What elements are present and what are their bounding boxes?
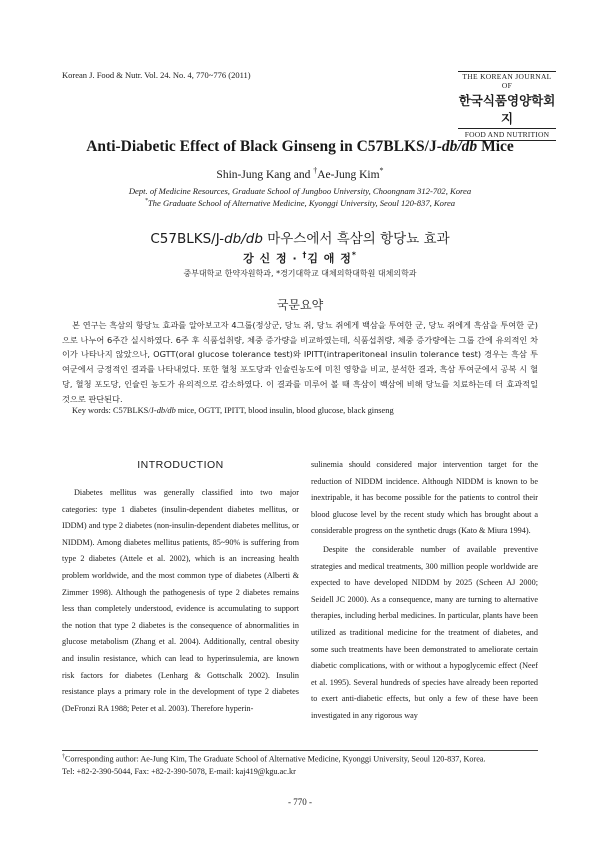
journal-name-ko: 한국식품영양학회지	[458, 93, 556, 126]
author-1: Shin-Jung Kang and	[216, 168, 314, 181]
corresponding-mark: †	[313, 166, 318, 175]
korean-title-prefix: C57BLKS/J-	[150, 231, 225, 247]
korean-corresponding-mark: †	[302, 250, 308, 260]
footnote-divider	[62, 750, 538, 751]
footnote-mark: †	[62, 754, 65, 760]
author-list	[0, 166, 600, 181]
affiliation-2	[0, 198, 600, 208]
page-number: - 770 -	[288, 797, 312, 807]
affiliation-mark: *	[379, 166, 384, 175]
title-suffix: Mice	[477, 138, 514, 155]
affiliation-2-mark: *	[144, 198, 148, 205]
intro-paragraph-1-continued: sulinemia should considered major intervention target for the reduction of NIDDM incidence. Although NIDDM is known to be inextripable, it has become possible for the patients to control their blood glucose level by the recent study which has brought about a considerable progress on the synthetic drugs (Kato & Miura 1994).	[311, 460, 538, 536]
keywords	[72, 406, 538, 415]
korean-title-suffix: 마우스에서 흑삼의 항당뇨 효과	[262, 231, 450, 247]
keywords-italic: db/db	[156, 406, 176, 415]
journal-citation: Korean J. Food & Nutr. Vol. 24. No. 4, 770~776 (2011)	[62, 70, 251, 80]
journal-logo	[458, 70, 556, 141]
keywords-b: mice, OGTT, IPITT, blood insulin, blood glucose, black ginseng	[175, 406, 394, 415]
title-italic: db/db	[441, 138, 478, 155]
introduction-heading: INTRODUCTION	[137, 459, 224, 471]
intro-paragraph-1: Diabetes mellitus was generally classified into two major categories: type 1 diabetes (insulin-dependent diabetes mellitus, or IDDM) and type 2 diabetes (non-insulin-dependent diabetes mellitus, or NIDDM). Among diabetes mellitus patients, 85~90% is suffering from type 2 diabetes (Attele et al. 2002), which is an increasing health problem worldwide, and the most common type of diabetes (Alberti & Zimmer 1998). Although the pathogenesis of type 2 diabetes remains less than completely understood, evidence is accumulating to support the notion that type 2 diabetes is the consequence of abnormalities in glucose metabolism (Zhang et al. 2004). Additionally, central obesity and insulin resistance, which can lead to hyperinsulemia, are known risk factors for diabetes (Lenharg & Gottschalk 2002). Insulin resistance plays a primary role in the development of type 2 diabetes (DeFronzi RA 1988; Peter et al. 2003). Therefore hyperin-	[62, 488, 299, 713]
journal-name-en-top: THE KOREAN JOURNAL OF	[462, 72, 552, 90]
abstract-heading: 국문요약	[276, 298, 324, 312]
affiliation-1: Dept. of Medicine Resources, Graduate School of Jungboo University, Choongnam 312-702, Korea	[128, 186, 472, 196]
affiliation-2-text: The Graduate School of Alternative Medicine, Kyonggi University, Seoul 120-837, Korea	[147, 198, 456, 208]
footnote-contact: Tel: +82-2-390-5044, Fax: +82-2-390-5078, E-mail: kaj419@kgu.ac.kr	[62, 767, 296, 776]
footnote-corresponding	[62, 754, 542, 764]
paper-title	[0, 138, 600, 156]
keywords-label: Key words:	[72, 406, 113, 415]
author-2: Ae-Jung Kim	[317, 168, 380, 181]
korean-affiliation: 중부대학교 한약자원학과, *경기대학교 대체의학대학원 대체의학과	[183, 269, 417, 278]
right-column	[311, 457, 538, 725]
korean-title	[0, 227, 600, 247]
intro-paragraph-2: Despite the considerable number of available preventive strategies and medical treatments, 300 million people worldwide are expected to have developed NIDDM by 2025 (Scheen AJ 2000; Seidell JC 2000). As a consequence, many are turning to alternative therapies, including herbal medicines. In particular, plants have been utilized as traditional medicine for the treatment of diabetes, and some such treatments have been demonstrated to ameliorate certain diabetic complications, with or without a hypoglycemic effect (Neef et al. 1995). Several hundreds of species have already been reported to exert anti-diabetic effects, but only a few of these have been investigated in any rigorous way	[311, 544, 538, 720]
korean-author-2: 김 애 정	[307, 252, 352, 265]
journal-name-en-bottom: FOOD AND NUTRITION	[458, 128, 556, 139]
keywords-a: C57BLKS/J-	[112, 406, 157, 415]
title-prefix: Anti-Diabetic Effect of Black Ginseng in C57BLKS/J-	[86, 138, 442, 155]
footnote-line-1: Corresponding author: Ae-Jung Kim, The Graduate School of Alternative Medicine, Kyonggi University, Seoul 120-837, Korea.	[64, 754, 486, 764]
left-column	[62, 485, 299, 717]
korean-title-italic: db/db	[224, 231, 263, 247]
korean-affiliation-mark: *	[351, 250, 357, 260]
korean-authors	[0, 250, 600, 266]
abstract-text: 본 연구는 흑삼의 항당뇨 효과를 알아보고자 4그룹(정상군, 당뇨 쥐, 당뇨 쥐에게 백삼을 투여한 군, 당뇨 쥐에게 흑삼을 투여한 군)으로 나누어 6주간 실시하였다. 6주 후 식품섭취량, 체중 증가량을 비교하였는데, 식품섭취량, 체중 증가량에는 그룹 간에 유의적인 차이가 나타나지 않았으나, OGTT(oral glucose tolerance test)와 IPITT(intraperitoneal insulin tolerance test) 경우는 흑삼 투여군에서 긍정적인 결과를 나타내었다. 또한 혈청 포도당과 인슐린농도에 미친 영향을 비교, 분석한 결과, 흑삼 투여군에서 공복 시 혈당, 혈청 포도당, 인슐린 농도가 유의적으로 감소하였다. 이 결과를 미루어 볼 때 흑삼이 백삼에 비해 당뇨를 치료하는데 더 효과적일 것으로 판단된다.	[62, 320, 538, 404]
korean-author-1: 강 신 정 ·	[243, 252, 303, 265]
abstract-body	[62, 318, 538, 406]
